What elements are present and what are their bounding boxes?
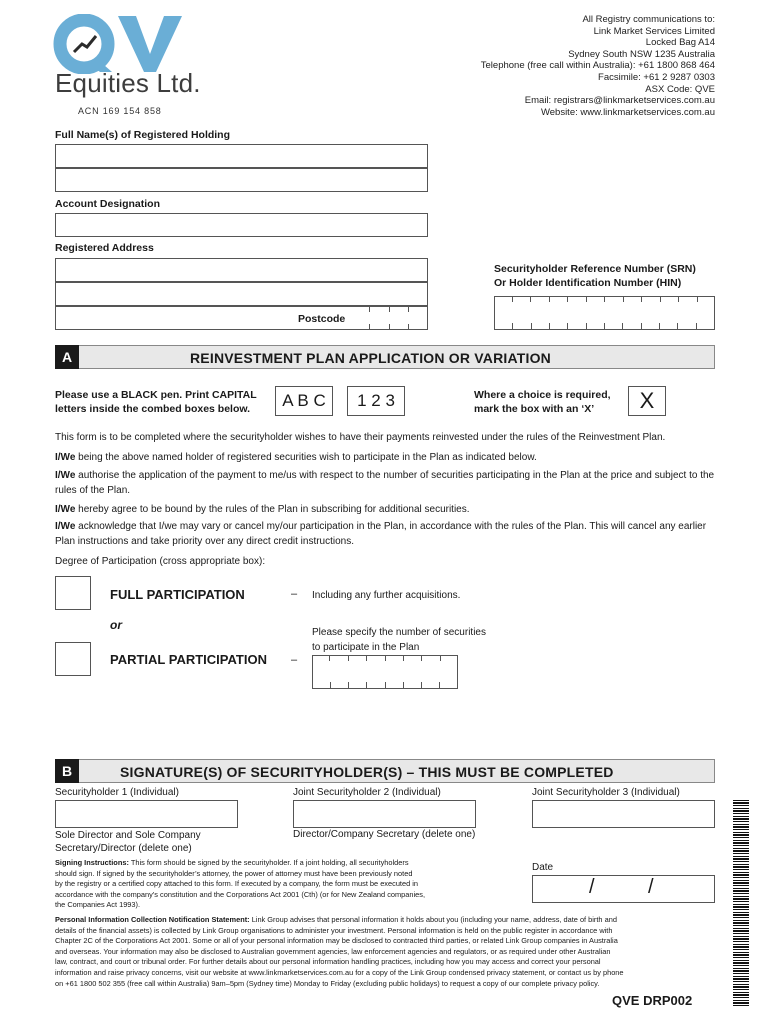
holder3-label: Joint Securityholder 3 (Individual) xyxy=(532,787,680,798)
contact-line: Telephone (free call within Australia): +61 1800 868 464 xyxy=(480,60,715,72)
date-field[interactable] xyxy=(532,875,715,903)
contact-line: ASX Code: QVE xyxy=(645,83,715,95)
privacy-statement: Personal Information Collection Notification Statement: Link Group advises that personal information it holds about you (including your name, address, date of birth and details of the financial assets) is collected by Link Group organisations to administer your investment. Personal information is held on the public register in accordance with Chapter 2C of the Corporations Act 2001. Some or all of your personal information may be disclosed to contracted third parties, or related Link Group companies in Australia and overseas. Your information may also be disclosed to Australian government agencies, law enforcement agencies and regulators, or as required under other Australian law, contract, and court or tribunal order. For further details about our personal information handling practices, including how you may access and correct your personal information and raise privacy concerns, visit our website at www.linkmarketservices.com.au for a copy of the Link Group condensed privacy statement, or contact us by phone on +61 1800 502 355 (free call within Australia) 9am–5pm (Sydney time) Monday to Friday (excluding public holidays) to request a copy of our complete privacy policy. xyxy=(55,915,624,988)
acn-number: ACN 169 154 858 xyxy=(78,106,162,116)
form-code: QVE DRP002 xyxy=(612,993,693,1008)
securities-count-comb-top xyxy=(312,655,458,689)
partial-note: Please specify the number of securities to participate in the Plan xyxy=(312,627,486,653)
logo-chart-line xyxy=(74,36,96,52)
account-designation-field[interactable] xyxy=(55,213,428,237)
example-x-mark-box: X xyxy=(628,386,666,416)
signing-instructions: Signing Instructions: This form should be signed by the securityholder. If a joint holding, all securityholders should sign. If signed by the securityholder’s attorney, the power of attorney must have been previously noted by the registry or a certified copy attached to this form. If executed by a company, the form must be executed in accordance with the company’s constitution and the Corporations Act 2001 (Cth) (or for New Zealand companies, the Companies Act 1993). xyxy=(55,858,426,910)
account-designation-label: Account Designation xyxy=(55,198,161,210)
registered-address-label: Registered Address xyxy=(55,242,154,254)
full-participation-label: FULL PARTICIPATION xyxy=(110,587,245,602)
section-a-title: REINVESTMENT PLAN APPLICATION OR VARIATION xyxy=(190,350,551,366)
example-numbers-box: 1 2 3 xyxy=(347,386,405,416)
full-name-field-1[interactable] xyxy=(55,144,428,168)
date-label: Date xyxy=(532,862,554,873)
company-name: Equities Ltd. xyxy=(55,68,201,98)
address-field-2[interactable] xyxy=(55,282,428,306)
postcode-label: Postcode xyxy=(298,313,346,325)
logo-v xyxy=(118,16,182,72)
contact-line: Sydney South NSW 1235 Australia xyxy=(568,48,715,60)
date-slash-1: / xyxy=(589,876,595,898)
statement-1: I/We being the above named holder of registered securities wish to participate in the Plan as indicated below. xyxy=(55,452,537,463)
contact-line: Facsimile: +61 2 9287 0303 xyxy=(598,71,715,83)
full-name-label: Full Name(s) of Registered Holding xyxy=(55,129,231,141)
holder2-signature-field[interactable] xyxy=(293,800,476,828)
section-b-letter: B xyxy=(55,759,79,783)
contact-line: Locked Bag A14 xyxy=(645,37,715,49)
contact-line: All Registry communications to: xyxy=(582,14,715,25)
holder2-role: Director/Company Secretary (delete one) xyxy=(293,829,476,840)
holder1-role: Sole Director and Sole Company Secretary/Director (delete one) xyxy=(55,830,201,854)
contact-line: Link Market Services Limited xyxy=(593,25,715,37)
qv-logo xyxy=(52,14,186,74)
holder1-label: Securityholder 1 (Individual) xyxy=(55,787,179,798)
choice-instructions: Where a choice is required, mark the box with an ‘X’ xyxy=(474,389,611,415)
example-letters-box: A B C xyxy=(275,386,333,416)
degree-label: Degree of Participation (cross appropriate box): xyxy=(55,556,266,567)
contact-line: Website: www.linkmarketservices.com.au xyxy=(540,106,715,118)
intro-text: This form is to be completed where the securityholder wishes to have their payments reinvested under the rules of the Reinvestment Plan. xyxy=(55,432,666,443)
holder3-signature-field[interactable] xyxy=(532,800,715,828)
full-participation-note: Including any further acquisitions. xyxy=(312,590,461,601)
partial-participation-label: PARTIAL PARTICIPATION xyxy=(110,652,267,667)
statement-3: I/We hereby agree to be bound by the rules of the Plan in subscribing for additional securities. xyxy=(55,504,470,515)
partial-dash: – xyxy=(291,654,298,666)
section-b-title: SIGNATURE(S) OF SECURITYHOLDER(S) – THIS MUST BE COMPLETED xyxy=(120,764,614,780)
date-slash-2: / xyxy=(648,876,654,898)
section-a-letter: A xyxy=(55,345,79,369)
holder2-label: Joint Securityholder 2 (Individual) xyxy=(293,787,441,798)
srn-label-line1: Securityholder Reference Number (SRN) xyxy=(494,263,696,275)
pen-instructions: Please use a BLACK pen. Print CAPITAL letters inside the combed boxes below. xyxy=(55,389,257,415)
partial-participation-checkbox[interactable] xyxy=(55,642,91,676)
contact-line: Email: registrars@linkmarketservices.com.au xyxy=(524,95,715,107)
postcode-comb-top xyxy=(350,306,428,330)
barcode xyxy=(733,800,749,1008)
full-participation-checkbox[interactable] xyxy=(55,576,91,610)
statement-4: I/We acknowledge that I/we may vary or cancel my/our participation in the Plan, in accordance with the rules of the Plan. This will cancel any earlier Plan instructions and take priority over any direct credit instructions. xyxy=(55,521,707,547)
or-separator: or xyxy=(110,618,122,632)
address-field-1[interactable] xyxy=(55,258,428,282)
srn-hin-comb-top xyxy=(494,296,715,330)
holder1-signature-field[interactable] xyxy=(55,800,238,828)
srn-label-line2: Or Holder Identification Number (HIN) xyxy=(494,277,682,289)
registry-contact-block xyxy=(385,14,715,118)
full-name-field-2[interactable] xyxy=(55,168,428,192)
statement-2: I/We authorise the application of the payment to me/us with respect to the number of securities participating in the Plan at the price and subject to the rules of the Plan. xyxy=(55,470,715,496)
full-dash: – xyxy=(291,588,298,600)
